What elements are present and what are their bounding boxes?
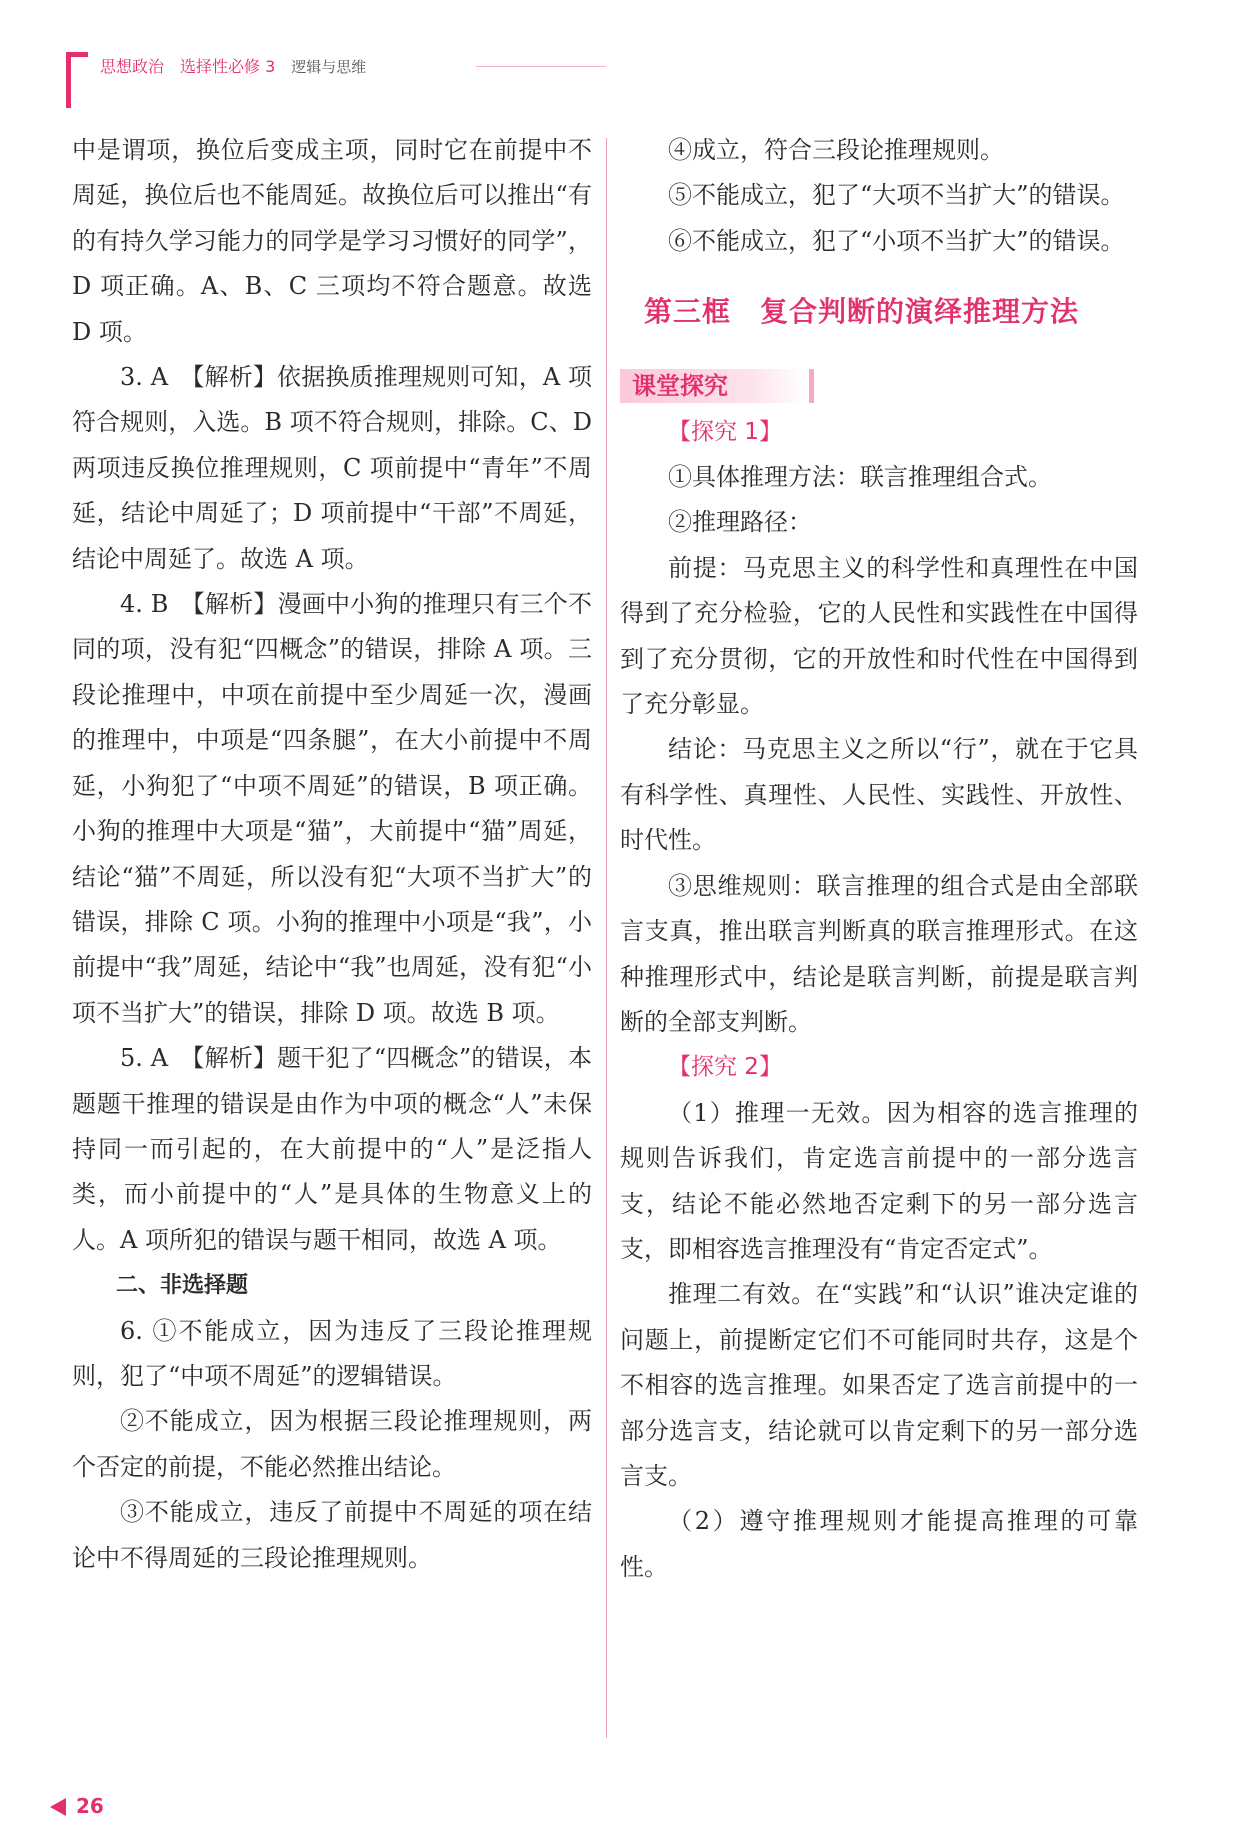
explore-1-item: ②推理路径： [668, 508, 812, 537]
answer-6-item-5: ⑤不能成立，犯了“大项不当扩大”的错误。 [668, 181, 1125, 210]
answer-4: 4. B 【解析】漫画中小狗的推理只有三个不同的项，没有犯“四概念”的错误，排除 A 项。三段论推理中，中项在前提中至少周延一次，漫画的推理中，中项是“四条腿”，在大小前提中不周延，小狗犯了“中项不周延”的错误，B 项正确。小狗的推理中大项是“猫”，大前提中“猫”周延，结论“猫”不周延，所以没有犯“大项不当扩大”的错误，排除 C 项。小狗的推理中小项是“我”，小前提中“我”周延，结论中“我”也周延，没有犯“小项不当扩大”的错误，排除 D 项。故选 B 项。 [72, 590, 592, 1027]
page-header [66, 52, 546, 108]
explore-1-rule: ③思维规则：联言推理的组合式是由全部联言支真，推出联言判断真的联言推理形式。在这种推理形式中，结论是联言判断，前提是联言判断的全部支判断。 [620, 871, 1138, 1036]
page-arrow-icon [50, 1798, 66, 1816]
section-title: 第三框 复合判断的演绎推理方法 [644, 295, 1080, 329]
header-rule [476, 66, 606, 67]
answer-5: 5. A 【解析】题干犯了“四概念”的错误，本题题干推理的错误是由作为中项的概念“人”未保持同一而引起的，在大前提中的“人”是泛指人类，而小前提中的“人”是具体的生物意义上的人。A 项所犯的错误与题干相同，故选 A 项。 [72, 1044, 592, 1254]
explore-1-conclusion: 结论：马克思主义之所以“行”，就在于它具有科学性、真理性、人民性、实践性、开放性、时代性。 [620, 735, 1138, 855]
explore-2-tag: 【探究 2】 [668, 1054, 782, 1081]
header-subtitle: 逻辑与思维 [291, 58, 367, 76]
explore-1-premise: 前提：马克思主义的科学性和真理性在中国得到了充分检验，它的人民性和实践性在中国得到了充分贯彻，它的开放性和时代性在中国得到了充分彰显。 [620, 553, 1138, 719]
header-bracket-decoration [66, 52, 88, 108]
paragraph: 中是谓项，换位后变成主项，同时它在前提中不周延，换位后也不能周延。故换位后可以推出“有的有持久学习能力的同学是学习习惯好的同学”，D 项正确。A、B、C 三项均不符合题意。故选 D 项。 [72, 136, 592, 346]
explore-1-tag: 【探究 1】 [668, 418, 782, 445]
explore-1-item: ①具体推理方法：联言推理组合式。 [668, 463, 1052, 492]
left-column [72, 128, 592, 1581]
answer-6-item-2: ②不能成立，因为根据三段论推理规则，两个否定的前提，不能必然推出结论。 [72, 1407, 592, 1481]
classroom-explore-banner: 课堂探究 [620, 369, 806, 403]
header-title [100, 54, 366, 77]
header-book: 选择性必修 3 [180, 57, 276, 76]
explore-2-item: 推理二有效。在“实践”和“认识”谁决定谁的问题上，前提断定它们不可能同时共存，这是个不相容的选言推理。如果否定了选言前提中的一部分选言支，结论就可以肯定剩下的另一部分选言支。 [620, 1280, 1138, 1490]
page-number: 26 [76, 1794, 104, 1818]
explore-2-item: （2）遵守推理规则才能提高推理的可靠性。 [620, 1507, 1138, 1581]
explore-2-item: （1）推理一无效。因为相容的选言推理的规则告诉我们，肯定选言前提中的一部分选言支，结论不能必然地否定剩下的另一部分选言支，即相容选言推理没有“肯定否定式”。 [620, 1098, 1138, 1263]
section-heading-non-choice: 二、非选择题 [116, 1273, 249, 1299]
answer-3: 3. A 【解析】依据换质推理规则可知，A 项符合规则，入选。B 项不符合规则，排除。C、D 两项违反换位推理规则，C 项前提中“青年”不周延，结论中周延了；D 项前提中“干部”不周延，结论中周延了。故选 A 项。 [72, 363, 592, 573]
header-subject: 思想政治 [100, 57, 165, 76]
answer-6-item-3: ③不能成立，违反了前提中不周延的项在结论中不得周延的三段论推理规则。 [72, 1498, 592, 1572]
column-divider [606, 138, 607, 1738]
page-footer [50, 1794, 104, 1818]
right-column [620, 128, 1138, 1590]
answer-6-item-6: ⑥不能成立，犯了“小项不当扩大”的错误。 [668, 226, 1125, 255]
answer-6-item-1: 6. ①不能成立，因为违反了三段论推理规则，犯了“中项不周延”的逻辑错误。 [72, 1316, 592, 1390]
answer-6-item-4: ④成立，符合三段论推理规则。 [668, 136, 1004, 164]
